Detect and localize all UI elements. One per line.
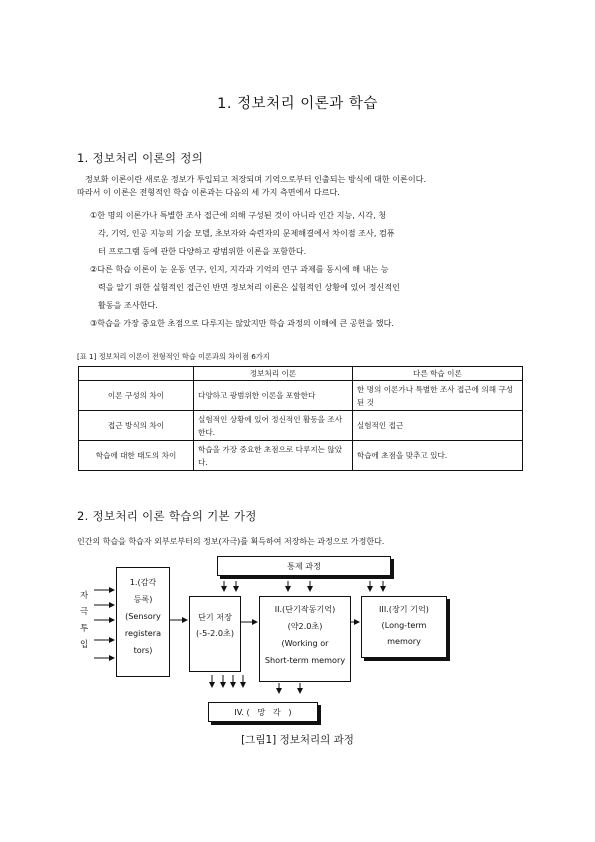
table-cell: 실험적인 상황에 있어 정신적인 활동을 조사한다. — [194, 411, 353, 441]
table-row — [79, 441, 523, 471]
section-2-text: 인간의 학습을 학습자 외부로부터의 정보(자극)를 획득하여 저장하는 과정으로 가정한다. — [77, 537, 385, 546]
table-cell: 한 명의 이론가나 특별한 조사 접근에 의해 구성된 것 — [352, 381, 522, 411]
table-row — [79, 381, 523, 411]
comparison-table — [78, 366, 523, 471]
table-caption: [표 1] 정보처리 이론이 전형적인 학습 이론과의 차이점 6가지 — [77, 352, 270, 361]
sensory-register-line: tors) — [133, 645, 153, 655]
intro-line: 정보화 이론이란 새로운 정보가 투입되고 저장되며 기억으로부터 인출되는 방식에 대한 이론이다. — [85, 174, 427, 184]
list-marker: ② — [90, 264, 98, 274]
stimulus-input-label: 극 — [80, 607, 89, 617]
working-memory-box — [259, 596, 351, 682]
table-row-heading: 학습에 대한 태도의 차이 — [79, 441, 194, 471]
section-2-heading: 2. 정보처리 이론 학습의 기본 가정 — [77, 509, 257, 523]
section-1-intro — [77, 173, 522, 199]
list-line: 활동을 조사한다. — [98, 300, 158, 310]
figure-caption: [그림1] 정보처리의 과정 — [241, 734, 354, 746]
control-process-box — [217, 556, 391, 576]
sensory-register-line: (Sensory — [125, 611, 161, 621]
table-header-cell — [79, 367, 194, 381]
table-cell: 학습에 초점을 맞추고 있다. — [352, 441, 522, 471]
list-line: 한 명의 이론가나 특별한 조사 접근에 의해 구성된 것이 아니라 인간 지능, 시각, 청 — [97, 210, 387, 220]
sensory-register-line: 1.(감각 — [129, 577, 157, 587]
table-header-cell: 다른 학습 이론 — [352, 367, 522, 381]
intro-line: 따라서 이 이론은 전형적인 학습 이론과는 다음의 세 가지 측면에서 다르다. — [77, 187, 340, 197]
table-cell: 다양하고 광범위한 이론을 포함한다 — [194, 381, 353, 411]
sensory-register-line: 등록) — [133, 594, 153, 604]
forgetting-arrows — [212, 675, 300, 693]
table-header-row — [79, 367, 523, 381]
long-term-memory-line: III.(장기 기억) — [379, 604, 429, 614]
short-term-store-line: 단기 저장 — [198, 612, 232, 622]
section-1-heading: 1. 정보처리 이론의 정의 — [77, 151, 204, 165]
long-term-memory-box — [361, 596, 447, 658]
list-marker: ① — [90, 210, 98, 220]
working-memory-line: II.(단기작동기억) — [274, 604, 336, 614]
list-line: 학습을 가장 중요한 초점으로 다루지는 않았지만 학습 과정의 이해에 큰 공헌을 했다. — [97, 318, 394, 328]
list-line: 다른 학습 이론이 눈 운동 연구, 인지, 지각과 기억의 연구 과제를 동시에 해 내는 능 — [97, 264, 389, 274]
list-line: 각, 기억, 인공 지능의 기술 모델, 초보자와 숙련자의 문제해결에서 차이점 조사, 컴퓨 — [98, 228, 395, 238]
table-header-cell: 정보처리 이론 — [194, 367, 353, 381]
flow-arrows — [170, 620, 359, 622]
stimulus-input-label: 투 — [80, 624, 89, 634]
control-arrows — [224, 581, 383, 591]
table-cell: 실험적인 접근 — [352, 411, 522, 441]
list-item — [82, 314, 522, 332]
list-line: 력을 알기 위한 실험적인 접근인 반면 정보처리 이론은 실험적인 상황에 있어 정신적인 — [98, 282, 400, 292]
difference-list — [82, 206, 522, 332]
control-process-label: 통제 과정 — [287, 561, 321, 571]
sensory-register-box — [116, 567, 170, 677]
long-term-memory-line: memory — [387, 636, 421, 646]
stimulus-input-label: 자 — [80, 591, 89, 601]
list-item — [82, 206, 522, 260]
input-arrows — [94, 590, 114, 658]
long-term-memory-line: (Long-term — [381, 620, 427, 630]
page-title: 1. 정보처리 이론과 학습 — [217, 96, 378, 112]
table-row-heading: 이론 구성의 차이 — [79, 381, 194, 411]
forgetting-box — [208, 702, 318, 722]
working-memory-line: (Working or — [281, 638, 329, 648]
forgetting-label: IV. ( 망 각 ) — [234, 707, 292, 717]
table-cell: 학습을 가장 중요한 초점으로 다루지는 않았다. — [194, 441, 353, 471]
list-item — [82, 260, 522, 314]
short-term-store-box — [189, 596, 241, 672]
table-row-heading: 접근 방식의 차이 — [79, 411, 194, 441]
list-marker: ③ — [90, 318, 98, 328]
sensory-register-line: registera — [124, 628, 162, 638]
working-memory-line: Short-term memory — [264, 655, 346, 665]
working-memory-line: (약2.0초) — [287, 621, 323, 631]
list-line: 터 프로그램 등에 관한 다양하고 광범위한 이론을 포함한다. — [98, 246, 307, 256]
short-term-store-line: (-5-2.0초) — [196, 628, 234, 638]
table-row — [79, 411, 523, 441]
stimulus-input-label: 입 — [80, 640, 89, 650]
